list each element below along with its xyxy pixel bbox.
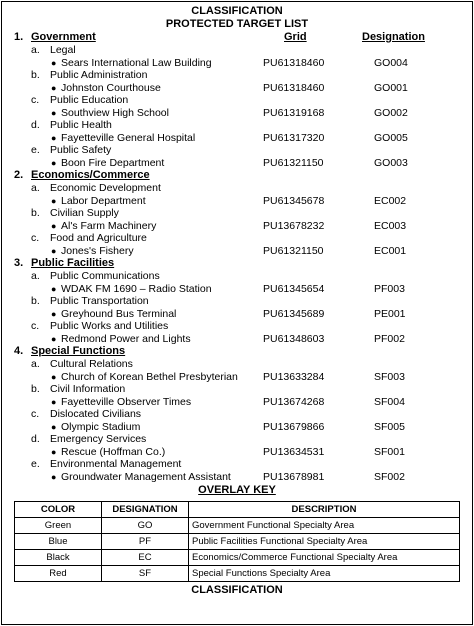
col-header-color: COLOR — [15, 502, 102, 518]
target-row — [2, 157, 472, 170]
category-row — [2, 257, 472, 270]
key-description: Government Functional Specialty Area — [189, 518, 460, 534]
target-row — [2, 195, 472, 208]
subcategory-title: Public Safety — [50, 144, 112, 156]
document-page — [1, 1, 473, 625]
target-grid: PU61321150 — [263, 244, 324, 257]
target-designation: GO003 — [374, 156, 408, 169]
col-header-designation: DESIGNATION — [102, 502, 189, 518]
subcategory-letter: a. — [31, 44, 40, 56]
subcategory-title: Public Communications — [50, 270, 160, 282]
subcategory-row — [2, 433, 472, 446]
target-name: Sears International Law Building — [61, 56, 212, 69]
target-row — [2, 107, 472, 120]
subcategory-title: Public Works and Utilities — [50, 320, 169, 332]
target-grid: PU61345689 — [263, 307, 325, 320]
bullet-icon: ● — [51, 132, 57, 143]
subcategory-row — [2, 320, 472, 333]
target-grid: PU13678981 — [263, 470, 325, 483]
classification-footer: CLASSIFICATION — [191, 584, 283, 596]
bullet-icon: ● — [51, 107, 57, 118]
target-grid: PU13678232 — [263, 219, 325, 232]
target-row — [2, 421, 472, 434]
key-designation: PF — [102, 534, 189, 550]
target-designation: EC001 — [374, 244, 407, 257]
overlay-key-table — [14, 501, 460, 582]
target-row — [2, 371, 472, 384]
target-designation: SF005 — [374, 420, 405, 433]
key-description: Public Facilities Functional Specialty Area — [189, 534, 460, 550]
target-grid: PU61317320 — [263, 131, 325, 144]
subcategory-row — [2, 458, 472, 471]
target-designation: PF002 — [374, 332, 405, 345]
category-number: 1. — [14, 31, 24, 43]
target-name: Church of Korean Bethel Presbyterian — [61, 370, 238, 383]
bullet-icon: ● — [51, 195, 57, 206]
target-grid: PU61345678 — [263, 194, 325, 207]
bullet-icon: ● — [51, 308, 57, 319]
subcategory-letter: d. — [31, 119, 40, 131]
subcategory-letter: b. — [31, 69, 40, 81]
bullet-icon: ● — [51, 157, 57, 168]
key-color: Blue — [15, 534, 102, 550]
category-title: Government — [31, 31, 96, 43]
target-row — [2, 471, 472, 484]
subcategory-letter: a. — [31, 270, 40, 282]
subcategory-title: Public Education — [50, 94, 129, 106]
target-name: Southview High School — [61, 106, 169, 119]
target-grid: PU61345654 — [263, 282, 325, 295]
target-designation: EC002 — [374, 194, 407, 207]
target-grid: PU13634531 — [263, 445, 325, 458]
subcategory-row — [2, 207, 472, 220]
subcategory-row — [2, 408, 472, 421]
subcategory-letter: e. — [31, 144, 40, 156]
target-designation: GO002 — [374, 106, 408, 119]
grid-column-header: Grid — [284, 31, 307, 43]
target-designation: GO001 — [374, 81, 408, 94]
target-name: Labor Department — [61, 194, 146, 207]
subcategory-title: Public Transportation — [50, 295, 149, 307]
target-designation: SF002 — [374, 470, 405, 483]
target-designation: EC003 — [374, 219, 407, 232]
subcategory-title: Public Health — [50, 119, 112, 131]
subcategory-title: Civil Information — [50, 383, 126, 395]
bullet-icon: ● — [51, 57, 57, 68]
target-list — [2, 31, 472, 483]
target-designation: GO005 — [374, 131, 408, 144]
bullet-icon: ● — [51, 471, 57, 482]
subcategory-letter: a. — [31, 182, 40, 194]
target-name: Groundwater Management Assistant — [61, 470, 231, 483]
target-name: Olympic Stadium — [61, 420, 141, 433]
subcategory-title: Public Administration — [50, 69, 148, 81]
category-row — [2, 169, 472, 182]
target-row — [2, 132, 472, 145]
bullet-icon: ● — [51, 446, 57, 457]
target-grid: PU61318460 — [263, 56, 325, 69]
target-name: WDAK FM 1690 – Radio Station — [61, 282, 212, 295]
target-grid: PU61319168 — [263, 106, 325, 119]
category-row — [2, 31, 472, 44]
subcategory-row — [2, 182, 472, 195]
key-description: Economics/Commerce Functional Specialty Area — [189, 550, 460, 566]
subcategory-row — [2, 270, 472, 283]
document-title: PROTECTED TARGET LIST — [165, 18, 309, 30]
target-designation: GO004 — [374, 56, 408, 69]
subcategory-title: Environmental Management — [50, 458, 182, 470]
target-designation: PF003 — [374, 282, 405, 295]
category-row — [2, 345, 472, 358]
category-title: Special Functions — [31, 345, 126, 357]
overlay-key-title: OVERLAY KEY — [198, 484, 276, 496]
key-color: Black — [15, 550, 102, 566]
category-number: 3. — [14, 257, 24, 269]
key-color: Green — [15, 518, 102, 534]
target-row — [2, 82, 472, 95]
target-row — [2, 446, 472, 459]
overlay-key-row — [15, 518, 460, 534]
target-grid: PU13674268 — [263, 395, 325, 408]
subcategory-letter: b. — [31, 295, 40, 307]
bullet-icon: ● — [51, 220, 57, 231]
bullet-icon: ● — [51, 333, 57, 344]
classification-header: CLASSIFICATION — [191, 5, 283, 17]
target-name: Rescue (Hoffman Co.) — [61, 445, 166, 458]
subcategory-row — [2, 94, 472, 107]
bullet-icon: ● — [51, 283, 57, 294]
category-number: 4. — [14, 345, 24, 357]
target-row — [2, 57, 472, 70]
overlay-key-header-row — [15, 502, 460, 518]
target-row — [2, 283, 472, 296]
bullet-icon: ● — [51, 371, 57, 382]
subcategory-row — [2, 69, 472, 82]
subcategory-letter: d. — [31, 433, 40, 445]
designation-column-header: Designation — [362, 31, 425, 43]
subcategory-row — [2, 295, 472, 308]
category-title: Economics/Commerce — [31, 169, 150, 181]
key-description: Special Functions Specialty Area — [189, 566, 460, 582]
target-name: Boon Fire Department — [61, 156, 165, 169]
col-header-description: DESCRIPTION — [189, 502, 460, 518]
subcategory-letter: b. — [31, 207, 40, 219]
subcategory-row — [2, 44, 472, 57]
subcategory-letter: a. — [31, 358, 40, 370]
target-name: Johnston Courthouse — [61, 81, 161, 94]
subcategory-title: Emergency Services — [50, 433, 147, 445]
subcategory-letter: e. — [31, 458, 40, 470]
subcategory-title: Food and Agriculture — [50, 232, 147, 244]
bullet-icon: ● — [51, 421, 57, 432]
subcategory-letter: c. — [31, 320, 40, 332]
subcategory-row — [2, 119, 472, 132]
bullet-icon: ● — [51, 245, 57, 256]
target-grid: PU61318460 — [263, 81, 325, 94]
target-name: Jones's Fishery — [61, 244, 134, 257]
category-title: Public Facilities — [31, 257, 115, 269]
subcategory-title: Civilian Supply — [50, 207, 119, 219]
subcategory-letter: c. — [31, 232, 40, 244]
subcategory-row — [2, 144, 472, 157]
target-grid: PU61321150 — [263, 156, 324, 169]
subcategory-letter: c. — [31, 94, 40, 106]
subcategory-letter: c. — [31, 408, 40, 420]
subcategory-title: Dislocated Civilians — [50, 408, 142, 420]
target-name: Al's Farm Machinery — [61, 219, 157, 232]
target-row — [2, 308, 472, 321]
overlay-key-row — [15, 566, 460, 582]
subcategory-title: Legal — [50, 44, 76, 56]
overlay-key-row — [15, 550, 460, 566]
target-grid: PU13633284 — [263, 370, 325, 383]
subcategory-title: Economic Development — [50, 182, 161, 194]
target-name: Fayetteville Observer Times — [61, 395, 192, 408]
subcategory-title: Cultural Relations — [50, 358, 133, 370]
target-row — [2, 220, 472, 233]
key-designation: GO — [102, 518, 189, 534]
bullet-icon: ● — [51, 82, 57, 93]
category-number: 2. — [14, 169, 24, 181]
key-designation: EC — [102, 550, 189, 566]
target-designation: PE001 — [374, 307, 406, 320]
subcategory-letter: b. — [31, 383, 40, 395]
target-name: Fayetteville General Hospital — [61, 131, 196, 144]
key-color: Red — [15, 566, 102, 582]
target-designation: SF001 — [374, 445, 405, 458]
target-grid: PU61348603 — [263, 332, 325, 345]
target-designation: SF004 — [374, 395, 405, 408]
target-row — [2, 396, 472, 409]
subcategory-row — [2, 383, 472, 396]
target-grid: PU13679866 — [263, 420, 325, 433]
overlay-key-row — [15, 534, 460, 550]
target-name: Redmond Power and Lights — [61, 332, 191, 345]
subcategory-row — [2, 358, 472, 371]
target-designation: SF003 — [374, 370, 405, 383]
target-row — [2, 333, 472, 346]
target-name: Greyhound Bus Terminal — [61, 307, 177, 320]
bullet-icon: ● — [51, 396, 57, 407]
subcategory-row — [2, 232, 472, 245]
key-designation: SF — [102, 566, 189, 582]
target-row — [2, 245, 472, 258]
